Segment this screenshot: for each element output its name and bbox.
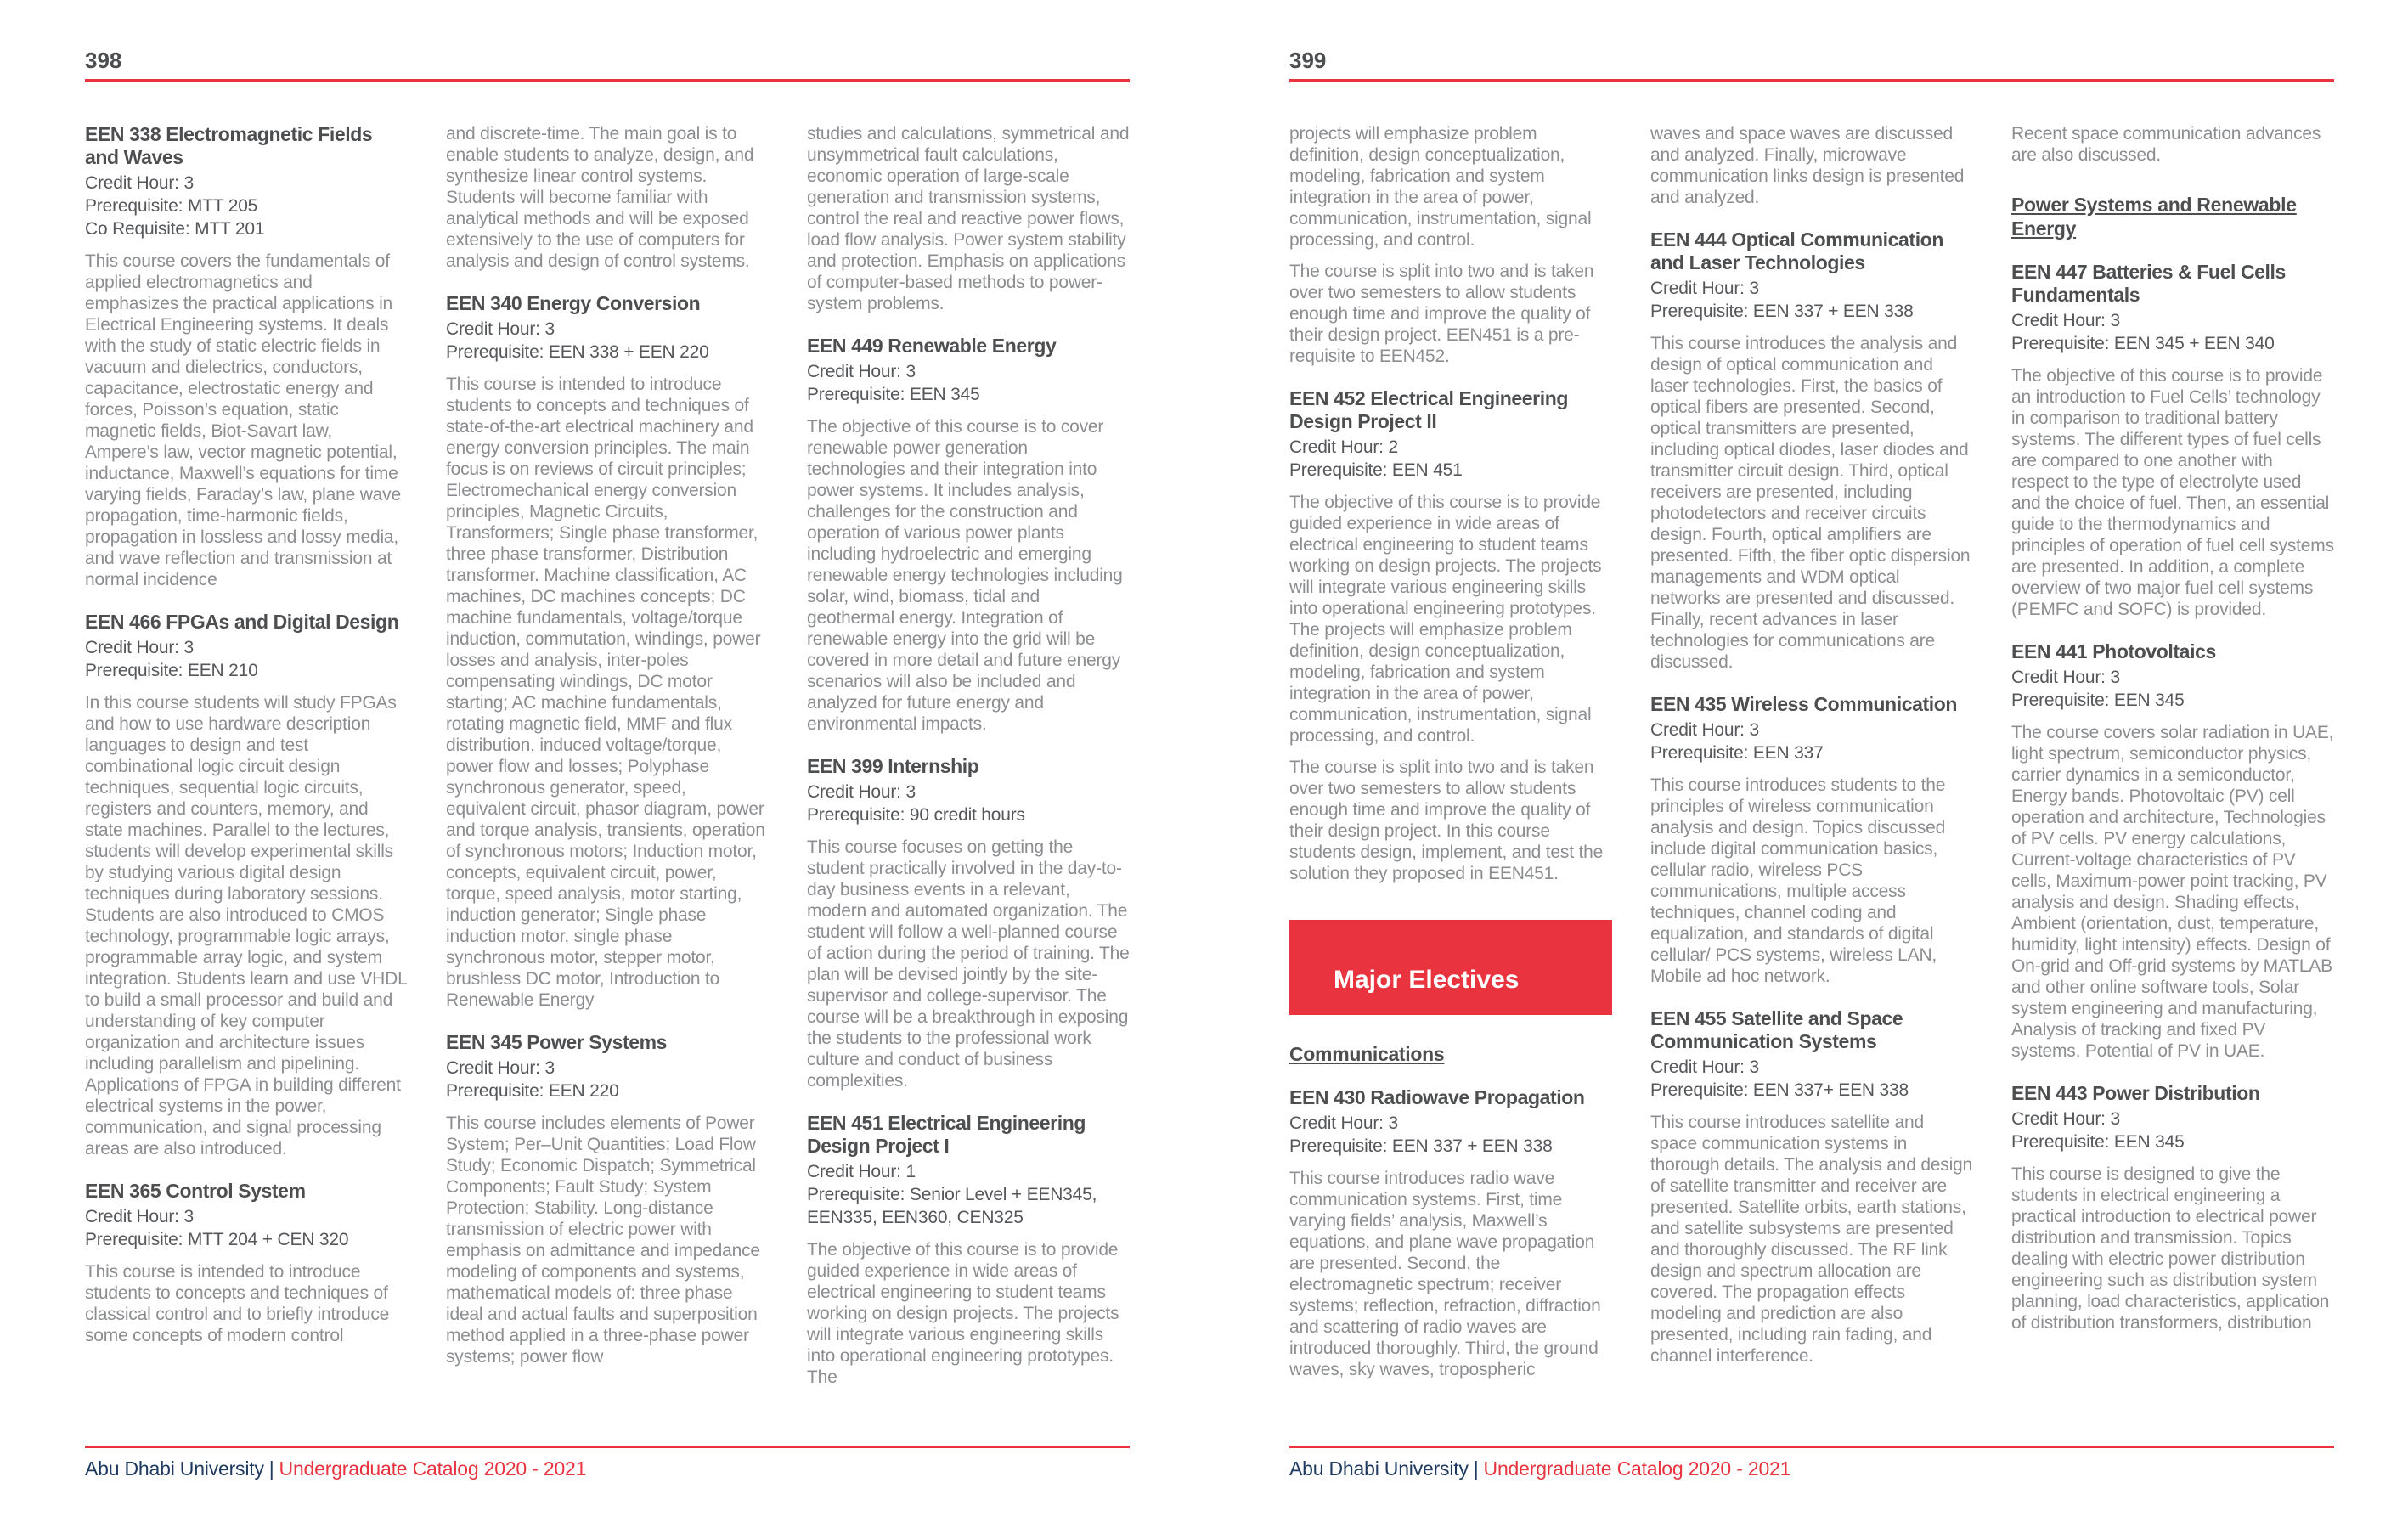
- course-meta: Prerequisite: EEN 345: [2011, 691, 2185, 710]
- course-meta: Prerequisite: EEN 337 + EEN 338: [1650, 302, 1914, 321]
- course-block: [2011, 640, 2334, 1062]
- course-title: EEN 452 Electrical Engineering Design Project II: [1289, 387, 1569, 432]
- header-rule: [1289, 79, 2334, 82]
- catalog-page-399: [1204, 0, 2408, 1539]
- course-title: EEN 365 Control System: [85, 1180, 306, 1202]
- course-paragraph: The objective of this course is to provide guided experience in wide areas of electrical engineering to student teams working on design projects. The projects will integrate various engineering skills into operational engineering prototypes. The projects will emphasize problem definition, design conceptualization, modeling, fabrication and system integration in the area of power, communication, instrumentation, signal processing, and control.: [1289, 493, 1602, 746]
- footer-catalog: Undergraduate Catalog 2020 - 2021: [1483, 1457, 1791, 1480]
- course-title: EEN 447 Batteries & Fuel Cells Fundamentals: [2011, 261, 2286, 306]
- course-title: EEN 430 Radiowave Propagation: [1289, 1086, 1585, 1108]
- course-meta: Prerequisite: EEN 345: [2011, 1132, 2185, 1152]
- column: [2011, 123, 2334, 1380]
- course-paragraph: This course introduces students to the principles of wireless communication analysis and design. Topics discussed include digital communication basics, cellular radio, wireless PCS communications, multiple access techniques, channel coding and equalization, and standards of digital cellular/ PCS systems, wireless LAN, Mobile ad hoc network.: [1650, 775, 1946, 986]
- course-meta: Credit Hour: 3: [2011, 311, 2120, 330]
- course-meta: Prerequisite: MTT 205: [85, 196, 258, 216]
- course-paragraph: This course is intended to introduce students to concepts and techniques of state-of-the-art electrical machinery and energy conversion principles. The main focus is on reviews of circuit principles; Electromechanical energy conversion principles, Magnetic Circuits, Transformers; Single phase transformer, three phase transformer, Distribution transformer. Machine classification, AC machines, DC machines concepts; DC machine fundamentals, voltage/torque induction, commutation, windings, power losses and analysis, inter-poles compensating windings, DC motor starting; AC machine fundamentals, rotating magnetic field, MMF and flux distribution, induced voltage/torque, power flow and losses; Polyphase synchronous generator, speed, equivalent circuit, phasor diagram, power and torque analysis, transients, operation of synchronous motors; Induction motor, concepts, equivalent circuit, power, torque, speed analysis, motor starting, induction generator; Single phase induction motor, single phase synchronous motor, stepper motor, brushless DC motor, Introduction to Renewable Energy: [446, 375, 765, 1010]
- course-paragraph: This course covers the fundamentals of applied electromagnetics and emphasizes the practical applications in Electrical Engineering systems. It deals with the study of static electric fields in vacuum and dielectrics, conductors, capacitance, electrostatic energy and forces, Poisson’s equation, static magnetic fields, Biot-Savart law, Ampere’s law, vector magnetic potential, inductance, Maxwell’s equations for time varying fields, Faraday’s law, plane wave propagation, time-harmonic fields, propagation in lossless and lossy media, and wave reflection and transmission at normal incidence: [85, 251, 401, 589]
- course-meta: Credit Hour: 3: [807, 362, 916, 381]
- course-paragraph: The course is split into two and is taken over two semesters to allow students enough time and improve the quality of their design project. In this course students design, implement, and test the solution they proposed in EEN451.: [1289, 758, 1604, 883]
- course-title: EEN 399 Internship: [807, 755, 979, 777]
- course-paragraph: and discrete-time. The main goal is to enable students to analyze, design, and synthesize linear control systems. Students will become familiar with analytical methods and will be exposed extensively to the use of computers for analysis and design of control systems.: [446, 124, 754, 271]
- course-meta: Credit Hour: 3: [1650, 1057, 1759, 1077]
- course-paragraph: The objective of this course is to provide guided experience in wide areas of electrical engineering to student teams working on design projects. The projects will integrate various engineering skills into operational engineering prototypes. The: [807, 1240, 1119, 1387]
- course-block: [807, 1112, 1130, 1388]
- footer-separator: |: [268, 1457, 274, 1480]
- footer-university: Abu Dhabi University: [85, 1457, 264, 1480]
- course-meta: Prerequisite: EEN 345 + EEN 340: [2011, 334, 2275, 353]
- course-meta: Credit Hour: 3: [85, 173, 194, 193]
- course-title: EEN 435 Wireless Communication: [1650, 693, 1958, 715]
- continuation-block: [446, 123, 769, 272]
- course-block: [2011, 1082, 2334, 1333]
- course-title: EEN 338 Electromagnetic Fields and Waves: [85, 123, 373, 168]
- section-block: [1289, 1042, 1612, 1066]
- continuation-block: [2011, 123, 2334, 166]
- course-paragraph: This course is designed to give the students in electrical engineering a practical introduction to electrical power distribution and transmission. Topics dealing with electric power distribution engineering such as distribution system planning, load characteristics, application of distribution transformers, distribution: [2011, 1164, 2330, 1333]
- page-footer: [1289, 1446, 2334, 1480]
- continuation-block: [1650, 123, 1973, 208]
- column: [1289, 123, 1612, 1380]
- course-block: [1289, 1086, 1612, 1380]
- section-heading: Communications: [1289, 1043, 1445, 1065]
- course-block: [807, 755, 1130, 1091]
- course-paragraph: This course is intended to introduce students to concepts and techniques of classical control and to briefly introduce some concepts of modern control: [85, 1262, 390, 1345]
- course-title: EEN 340 Energy Conversion: [446, 292, 701, 314]
- course-meta: Prerequisite: EEN 337: [1650, 743, 1824, 763]
- course-paragraph: waves and space waves are discussed and analyzed. Finally, microwave communication links design is presented and analyzed.: [1650, 124, 1965, 207]
- column: [807, 123, 1130, 1388]
- course-paragraph: This course introduces satellite and space communication systems in thorough details. The analysis and design of satellite transmitter and receiver are presented. Satellite orbits, earth stations, and satellite subsystems are presented and thoroughly discussed. The RF link design and spectrum allocation are covered. The propagation effects modeling and prediction are also presented, including rain fading, and channel interference.: [1650, 1113, 1973, 1366]
- course-meta: Credit Hour: 3: [2011, 668, 2120, 687]
- footer-university: Abu Dhabi University: [1289, 1457, 1469, 1480]
- course-block: [1650, 228, 1973, 673]
- course-paragraph: This course includes elements of Power System; Per–Unit Quantities; Load Flow Study; Economic Dispatch; Symmetrical Components; Fault Study; System Protection; Stability. Long-distance transmission of electric power with emphasis on admittance and impedance modeling of components and systems, mathematical models of: three phase ideal and actual faults and superposition method applied in a three-phase power systems; power flow: [446, 1113, 760, 1367]
- course-meta: Credit Hour: 3: [1650, 279, 1759, 298]
- course-meta: Prerequisite: EEN 451: [1289, 460, 1463, 480]
- course-title: EEN 444 Optical Communication and Laser Technologies: [1650, 228, 1943, 273]
- course-meta: Credit Hour: 3: [1650, 720, 1759, 740]
- course-meta: Credit Hour: 1: [807, 1162, 916, 1181]
- course-meta: Credit Hour: 3: [85, 638, 194, 657]
- course-meta: Prerequisite: Senior Level + EEN345, EEN335, EEN360, CEN325: [807, 1185, 1097, 1227]
- page-number: 398: [85, 48, 122, 73]
- course-meta: Prerequisite: EEN 220: [446, 1081, 619, 1101]
- course-block: [85, 611, 408, 1159]
- course-title: EEN 455 Satellite and Space Communication Systems: [1650, 1007, 1903, 1052]
- page-footer: [85, 1446, 1130, 1480]
- course-title: EEN 451 Electrical Engineering Design Project I: [807, 1112, 1086, 1157]
- course-meta: Prerequisite: EEN 338 + EEN 220: [446, 342, 709, 362]
- course-paragraph: This course introduces the analysis and design of optical communication and laser technologies. First, the basics of optical fibers are presented. Second, optical transmitters are presented, including optical diodes, laser diodes and transmitter circuit design. Third, optical receivers are presented, including photodetectors and receiver circuits design. Fourth, optical amplifiers are presented. Fifth, the fiber optic dispersion managements and WDM optical networks are presented and discussed. Finally, recent advances in laser technologies for communications are discussed.: [1650, 334, 1971, 672]
- course-paragraph: projects will emphasize problem definition, design conceptualization, modeling, fabrication and system integration in the area of power, communication, instrumentation, signal processing, and control.: [1289, 124, 1592, 250]
- course-meta: Credit Hour: 3: [807, 782, 916, 802]
- footer-catalog: Undergraduate Catalog 2020 - 2021: [279, 1457, 587, 1480]
- course-meta: Credit Hour: 3: [446, 319, 555, 339]
- course-meta: Prerequisite: EEN 337 + EEN 338: [1289, 1136, 1553, 1156]
- course-meta: Prerequisite: EEN 345: [807, 385, 980, 404]
- course-meta: Credit Hour: 3: [2011, 1109, 2120, 1129]
- header-rule: [85, 79, 1130, 82]
- course-meta: Prerequisite: 90 credit hours: [807, 805, 1025, 825]
- course-meta: Prerequisite: MTT 204 + CEN 320: [85, 1230, 349, 1249]
- course-meta: Credit Hour: 3: [85, 1207, 194, 1226]
- course-paragraph: The objective of this course is to provide an introduction to Fuel Cells’ technology in comparison to traditional battery systems. The different types of fuel cells are compared to one another with respect to the type of electrolyte used and the choice of fuel. Then, an essential guide to the thermodynamics and principles of operation of fuel cell systems are presented. In addition, a complete overview of two major fuel cell systems (PEMFC and SOFC) is provided.: [2011, 366, 2334, 619]
- continuation-block: [807, 123, 1130, 314]
- course-meta: Credit Hour: 3: [1289, 1113, 1398, 1133]
- course-title: EEN 449 Renewable Energy: [807, 335, 1057, 357]
- continuation-block: [1289, 123, 1612, 367]
- course-block: [85, 1180, 408, 1346]
- course-block: [1650, 693, 1973, 987]
- banner-block: [1289, 920, 1612, 1015]
- course-meta: Credit Hour: 2: [1289, 437, 1398, 457]
- footer-separator: |: [1473, 1457, 1479, 1480]
- page-number: 399: [1289, 48, 1327, 73]
- course-block: [446, 292, 769, 1011]
- section-block: [2011, 193, 2334, 240]
- course-title: EEN 345 Power Systems: [446, 1031, 668, 1053]
- column: [1650, 123, 1973, 1380]
- course-paragraph: The objective of this course is to cover renewable power generation technologies and their integration into power systems. It includes analysis, challenges for the construction and operation of various power plants including hydroelectric and emerging renewable energy technologies including solar, wind, biomass, tidal and geothermal energy. Integration of renewable energy into the grid will be covered in more detail and future energy scenarios will also be included and analyzed for future energy and environmental impacts.: [807, 417, 1123, 734]
- course-block: [1650, 1007, 1973, 1367]
- course-block: [807, 335, 1130, 735]
- course-paragraph: studies and calculations, symmetrical and unsymmetrical fault calculations, economic operation of large-scale generation and transmission systems, control the real and reactive power flows, load flow analysis. Power system stability and protection. Emphasis on applications of computer-based methods to power-system problems.: [807, 124, 1130, 313]
- course-meta: Prerequisite: EEN 210: [85, 661, 258, 680]
- course-meta: Credit Hour: 3: [446, 1058, 555, 1078]
- course-paragraph: In this course students will study FPGAs and how to use hardware description languages to design and test combinational logic circuit design techniques, sequential logic circuits, registers and counters, memory, and state machines. Parallel to the lectures, students will develop experimental skills by studying various digital design techniques during laboratory sessions. Students are also introduced to CMOS technology, programmable logic arrays, programmable array logic, and system integration. Students learn and use VHDL to build a small processor and build and understanding of key computer organization and architecture issues including parallelism and pipelining. Applications of FPGA in building different electrical systems in the power, communication, and signal processing areas are also introduced.: [85, 693, 407, 1158]
- course-paragraph: The course covers solar radiation in UAE, light spectrum, semiconductor physics, carrier dynamics in a semiconductor, Energy bands. Photovoltaic (PV) cell operation and architecture, Technologies of PV cells. PV energy calculations, Current-voltage characteristics of PV cells, Maximum-power point tracking, PV analysis and design. Shading effects, Ambient (orientation, dust, temperature, humidity, light intensity) effects. Design of On-grid and Off-grid systems by MATLAB and other online software tools, Solar system engineering and manufacturing, Analysis of tracking and fixed PV systems. Potential of PV in UAE.: [2011, 723, 2334, 1061]
- course-block: [1289, 387, 1612, 884]
- major-electives-banner-label: Major Electives: [1334, 966, 1520, 994]
- course-title: EEN 441 Photovoltaics: [2011, 640, 2216, 662]
- course-block: [85, 123, 408, 590]
- column: [85, 123, 408, 1388]
- course-paragraph: This course focuses on getting the student practically involved in the day-to-day business events in a relevant, modern and automated organization. The student will follow a well-planned course of action during the period of training. The plan will be devised jointly by the site-supervisor and college-supervisor. The course will be a breakthrough in exposing the students to the professional work culture and conduct of business complexities.: [807, 837, 1130, 1091]
- column: [446, 123, 769, 1388]
- course-title: EEN 443 Power Distribution: [2011, 1082, 2260, 1104]
- course-block: [446, 1031, 769, 1367]
- section-heading: Power Systems and Renewable Energy: [2011, 194, 2297, 240]
- course-paragraph: Recent space communication advances are also discussed.: [2011, 124, 2321, 165]
- course-paragraph: This course introduces radio wave communication systems. First, time varying fields’ analysis, Maxwell’s equations, and plane wave propagation are presented. Second, the electromagnetic spectrum; receiver systems; reflection, refraction, diffraction and scattering of radio waves are introduced thoroughly. Third, the ground waves, sky waves, tropospheric: [1289, 1169, 1601, 1379]
- course-meta: Prerequisite: EEN 337+ EEN 338: [1650, 1080, 1909, 1100]
- course-block: [2011, 261, 2334, 620]
- course-title: EEN 466 FPGAs and Digital Design: [85, 611, 399, 633]
- course-paragraph: The course is split into two and is taken over two semesters to allow students enough time and improve the quality of their design project. EEN451 is a pre-requisite to EEN452.: [1289, 262, 1594, 366]
- course-meta: Co Requisite: MTT 201: [85, 219, 265, 239]
- page-columns: [1289, 123, 2334, 1380]
- page-columns: [85, 123, 1130, 1388]
